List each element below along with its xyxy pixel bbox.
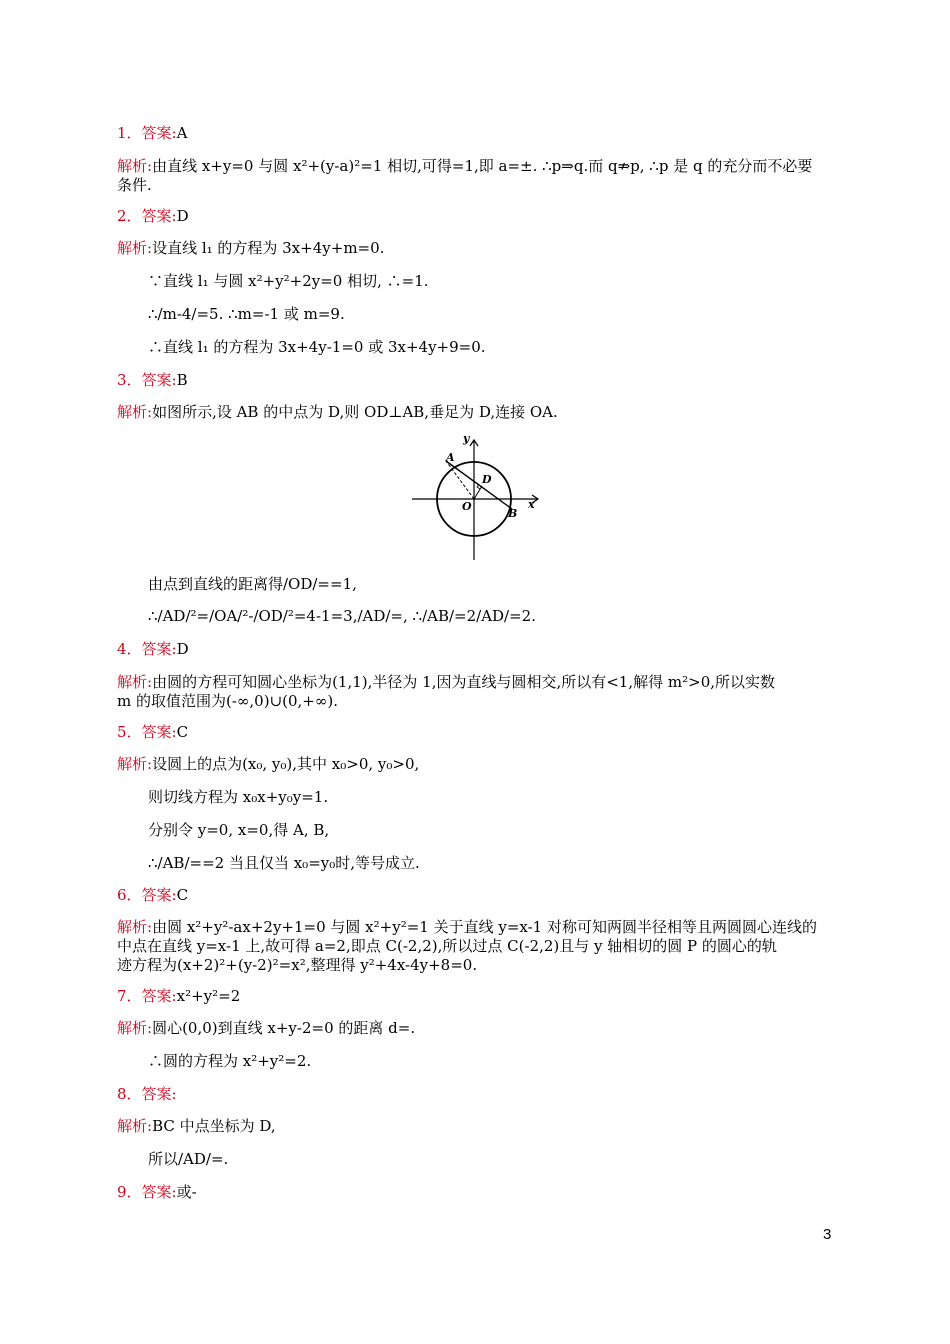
analysis-line [148,305,345,324]
analysis-text: m 的取值范围为(-∞,0)∪(0,+∞). [117,692,338,710]
analysis-text: 分别令 y=0, x=0,得 A, B, [148,821,330,839]
analysis-line [117,1019,415,1038]
answer-label: 答案: [141,371,177,389]
analysis-label: 解析: [117,673,153,691]
answer-label: 答案: [141,987,177,1005]
answer-value: C [176,886,189,904]
analysis-text: 条件. [117,176,152,194]
analysis-line [148,607,536,626]
analysis-label: 解析: [117,403,153,421]
page-number: 3 [823,1226,832,1243]
answer-label: 答案: [141,1085,177,1103]
analysis-line [148,821,329,840]
answer-line-2 [117,207,189,226]
item-number: 9． [117,1183,142,1201]
answer-label: 答案: [141,886,177,904]
analysis-text: ∴/AD/²=/OA/²-/OD/²=4-1=3,/AD/=, ∴/AB/=2/AD/=2. [148,607,536,625]
analysis-text: ∵直线 l₁ 与圆 x²+y²+2y=0 相切, ∴=1. [148,272,429,290]
answer-value: A [176,124,188,142]
item-number: 6． [117,886,142,904]
analysis-text: BC 中点坐标为 D, [152,1117,276,1135]
segment-OA [446,461,474,499]
item-number: 1． [117,124,142,142]
analysis-label: 解析: [117,755,153,773]
answer-line-6 [117,886,188,905]
analysis-line [148,854,420,873]
answer-line-9 [117,1183,197,1202]
analysis-label: 解析: [117,239,153,257]
item-number: 5． [117,723,142,741]
answer-value: D [176,640,189,658]
answer-label: 答案: [141,640,177,658]
analysis-text: 由圆 x²+y²-ax+2y+1=0 与圆 x²+y²=1 关于直线 y=x-1 对称可知两圆半径相等且两圆圆心连线的 [152,918,817,936]
label-B: B [508,507,518,520]
analysis-line [148,1052,311,1071]
analysis-text: 圆心(0,0)到直线 x+y-2=0 的距离 d=. [152,1019,416,1037]
analysis-label: 解析: [117,1117,153,1135]
item-number: 2． [117,207,142,225]
answer-line-5 [117,723,188,742]
analysis-line [148,338,486,357]
analysis-text: 由直线 x+y=0 与圆 x²+(y-a)²=1 相切,可得=1,即 a=±. ∴p⇒q.而 q⇏p, ∴p 是 q 的充分而不必要 [152,157,813,175]
analysis-line [117,673,775,692]
label-D: D [482,473,492,486]
answer-label: 答案: [141,1183,177,1201]
analysis-label: 解析: [117,1019,153,1037]
analysis-line [148,272,429,291]
answer-value: x²+y²=2 [176,987,241,1005]
analysis-line [117,1117,276,1136]
analysis-text: ∴/m-4/=5. ∴m=-1 或 m=9. [148,305,345,323]
analysis-text: 中点在直线 y=x-1 上,故可得 a=2,即点 C(-2,2),所以过点 C(-2,2)且与 y 轴相切的圆 P 的圆心的轨 [117,937,777,955]
analysis-text: 由点到直线的距离得/OD/==1, [148,575,357,593]
analysis-line [117,755,419,774]
answer-line-1 [117,124,187,143]
analysis-text: 所以/AD/=. [148,1150,229,1168]
analysis-text: 如图所示,设 AB 的中点为 D,则 OD⊥AB,垂足为 D,连接 OA. [152,403,558,421]
answer-value: D [176,207,189,225]
item-number: 3． [117,371,142,389]
analysis-text: 设圆上的点为(x₀, y₀),其中 x₀>0, y₀>0, [152,755,420,773]
circle-figure [408,432,546,562]
answer-value: C [176,723,189,741]
answer-value: B [176,371,188,389]
label-O: O [462,500,472,513]
analysis-label: 解析: [117,918,153,936]
analysis-line [117,403,558,422]
analysis-text: 迹方程为(x+2)²+(y-2)²=x²,整理得 y²+4x-4y+8=0. [117,956,478,974]
label-A: A [446,451,455,464]
analysis-text: ∴圆的方程为 x²+y²=2. [148,1052,312,1070]
analysis-line [117,956,477,975]
item-number: 7． [117,987,142,1005]
analysis-line [117,692,338,711]
item-number: 4． [117,640,142,658]
analysis-line [117,157,812,176]
answer-line-8 [117,1085,177,1104]
analysis-text: 设直线 l₁ 的方程为 3x+4y+m=0. [152,239,385,257]
item-number: 8． [117,1085,142,1103]
analysis-label: 解析: [117,157,153,175]
answer-label: 答案: [141,723,177,741]
analysis-line [117,176,152,195]
answer-label: 答案: [141,124,177,142]
answer-value: 或- [176,1183,197,1201]
analysis-text: ∴直线 l₁ 的方程为 3x+4y-1=0 或 3x+4y+9=0. [148,338,486,356]
analysis-line [148,788,328,807]
analysis-line [148,1150,228,1169]
answer-line-3 [117,371,188,390]
answer-line-7 [117,987,240,1006]
analysis-text: 由圆的方程可知圆心坐标为(1,1),半径为 1,因为直线与圆相交,所以有<1,解得 m²>0,所以实数 [152,673,776,691]
analysis-line [117,937,777,956]
chord-AB [446,461,512,509]
label-y: y [463,432,470,445]
answer-line-4 [117,640,189,659]
analysis-line [117,918,817,937]
analysis-text: ∴/AB/==2 当且仅当 x₀=y₀时,等号成立. [148,854,420,872]
analysis-text: 则切线方程为 x₀x+y₀y=1. [148,788,329,806]
analysis-line [117,239,384,258]
label-x: x [528,498,535,511]
analysis-line [148,575,357,594]
answer-label: 答案: [141,207,177,225]
